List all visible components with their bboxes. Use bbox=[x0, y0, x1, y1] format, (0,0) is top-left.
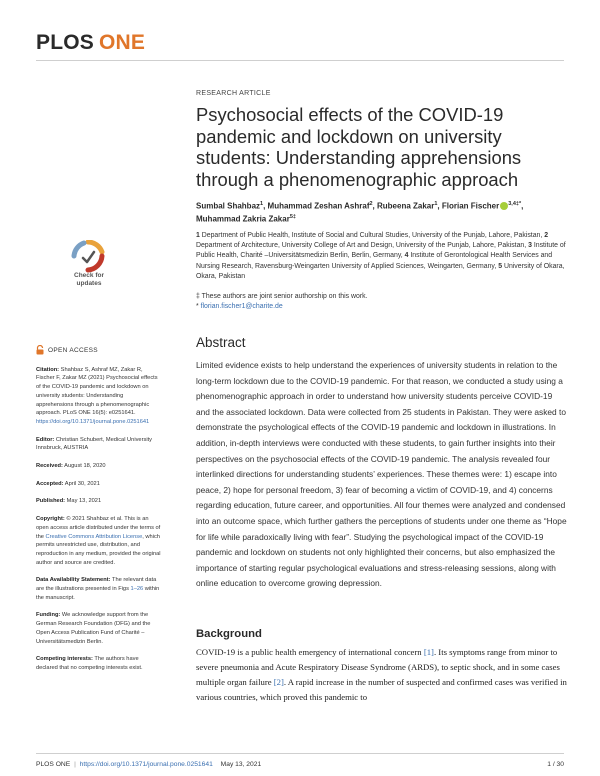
author-name: Muhammad Zeshan Ashraf bbox=[267, 201, 370, 211]
affil-number: 1 bbox=[196, 232, 200, 239]
affiliations bbox=[196, 231, 566, 282]
data-availability-text-cont: within the manuscript. bbox=[36, 586, 160, 601]
affil-text: Institute of Public Health, Charité –Universitätsmedizin Berlin, Berlin, Germany, bbox=[196, 242, 566, 260]
affil-number: 3 bbox=[528, 242, 532, 250]
background-text-part: COVID-19 is a public health emergency of international concern bbox=[196, 647, 424, 657]
editor-block bbox=[36, 436, 162, 453]
competing-interests-block bbox=[36, 655, 162, 672]
editor-label: Editor: bbox=[36, 436, 55, 443]
citation-text: Shahbaz S, Ashraf MZ, Zakar R, Fischer F, Zakar MZ (2021) Psychosocial effects of the COVID-19 pandemic and lockdown on university students: Understanding apprehensions through a phenomenographic approach. PLoS ONE 16(5): e0251641. bbox=[36, 366, 158, 417]
check-for-updates-label[interactable] bbox=[66, 272, 112, 288]
published-date: May 13, 2021 bbox=[66, 498, 102, 505]
competing-interests-label: Competing interests: bbox=[36, 656, 93, 663]
affil-number: 5 bbox=[498, 262, 503, 270]
citation-doi-link[interactable]: https://doi.org/10.1371/journal.pone.0251641 bbox=[36, 418, 150, 425]
reference-link[interactable]: [1] bbox=[423, 647, 434, 657]
abstract-heading: Abstract bbox=[196, 335, 246, 350]
funding-label: Funding: bbox=[36, 612, 61, 619]
author-affil-ref: 3,4‡* bbox=[508, 201, 522, 207]
data-availability-label: Data Availability Statement: bbox=[36, 577, 111, 584]
editor-text: Christian Schubert, Medical University Innsbruck, AUSTRIA bbox=[36, 436, 153, 452]
corresponding-mark: * bbox=[196, 303, 199, 311]
page-number: 1 / 30 bbox=[547, 761, 564, 768]
received-label: Received: bbox=[36, 463, 63, 470]
author-name: Muhammad Zakria Zakar bbox=[196, 214, 290, 224]
published-block bbox=[36, 497, 162, 506]
footer-date: May 13, 2021 bbox=[220, 761, 262, 768]
footer-doi-link[interactable]: https://doi.org/10.1371/journal.pone.0251641 bbox=[79, 761, 213, 768]
funding-block bbox=[36, 611, 162, 646]
check-for-updates-icon bbox=[58, 240, 118, 274]
reference-link[interactable]: [2] bbox=[273, 677, 284, 687]
joint-authorship-note: ‡ These authors are joint senior authorship on this work. bbox=[196, 293, 368, 300]
author-list: Sumbal Shahbaz$^1$, Muhammad Zeshan Ashraf$^2$, Rubeena Zakar$^1$, Florian Fischer $^{3,4\ddagger*}$, Muhammad Zakria Zakar$^{5\ddagger}$ bbox=[196, 201, 524, 224]
corresponding-author bbox=[196, 302, 566, 312]
accepted-date: April 30, 2021 bbox=[64, 480, 100, 487]
author-name: Florian Fischer bbox=[441, 201, 500, 211]
article-info-sidebar bbox=[36, 345, 162, 682]
author-name: Rubeena Zakar bbox=[377, 201, 435, 211]
citation-label: Citation: bbox=[36, 366, 60, 373]
header-divider bbox=[36, 60, 564, 61]
background-heading: Background bbox=[196, 628, 262, 640]
copyright-block bbox=[36, 515, 162, 567]
open-lock-icon bbox=[36, 345, 44, 358]
data-availability-text: The relevant data are the illustrations presented in Figs bbox=[36, 577, 157, 593]
copyright-text-cont: , which permits unrestricted use, distribution, and reproduction in any medium, provided the original author and source are credited. bbox=[36, 533, 161, 566]
journal-logo-one: ONE bbox=[98, 31, 146, 54]
article-title: Psychosocial effects of the COVID-19 pandemic and lockdown on university students: Understanding apprehensions through a phenomenographic approach bbox=[196, 104, 522, 190]
affil-text: Department of Architecture, University College of Art and Design, University of the Punjab, Lahore, Pakistan, bbox=[196, 242, 527, 250]
author-affil-ref: 1 bbox=[260, 201, 264, 207]
received-date: August 18, 2020 bbox=[64, 463, 106, 470]
funding-text: We acknowledge support from the German Research Foundation (DFG) and the Open Access Publication Fund of Charité – Universitätsmedizin Berlin. bbox=[36, 612, 151, 645]
affil-number: 4 bbox=[404, 252, 409, 260]
author-name: Sumbal Shahbaz bbox=[196, 201, 261, 211]
open-access-label bbox=[36, 345, 162, 358]
accepted-label: Accepted: bbox=[36, 480, 64, 487]
affil-number: 2 bbox=[544, 232, 549, 239]
check-for-updates-line2: updates bbox=[76, 280, 102, 287]
background-text-part: . Its symptoms range from minor to severe pneumonia and Acute Respiratory Disease Syndrome (ARDS), to septic shock, and in some cases multiple organ failure bbox=[196, 647, 560, 687]
background-text-part: . A rapid increase in the number of suspected and confirmed cases was verified in various countries, which proved this pandemic to bbox=[196, 677, 567, 702]
author-affil-ref: 1 bbox=[434, 201, 438, 207]
data-availability-block bbox=[36, 576, 162, 602]
received-block bbox=[36, 462, 162, 471]
author-notes bbox=[196, 292, 566, 312]
journal-logo-plos: PLOS bbox=[36, 31, 94, 54]
copyright-text: © 2021 Shahbaz et al. This is an open access article distributed under the terms of the bbox=[36, 516, 161, 540]
citation-block bbox=[36, 366, 162, 427]
copyright-label: Copyright: bbox=[36, 516, 65, 523]
footer-journal: PLOS ONE bbox=[36, 761, 71, 768]
abstract-text: Limited evidence exists to help understand the experiences of university students in relation to the long-term lockdown due to the COVID-19 pandemic. For that reason, we conducted a study using a phenomenographic approach in order to understand how university students perceive COVID-19 and the associated lockdown. Data were collected from 25 students in Pakistan. They were asked to demonstrate the psychological effects of the COVID-19 pandemic and lockdown in illustrations. In addition, in-depth interviews were conducted with these students, to gain further insights into their perspectives on the psychosocial effects of the COVID-19 pandemic. The analysis revealed four interlinked directions for understanding students’ experiences. These themes were: 1) escape into peace, 2) hope for personal freedom, 3) fear of becoming a victim of COVID-19, and 4) concerns regarding education, future career, and opportunities. All four themes were analyzed and condensed into an outcome space, which further gathers the perceptions of students under one theme as “Hope for life while paradoxically living with fear”. Studying the psychological impact of the COVID-19 pandemic and lockdown on students not only highlighted their concerns, but also emphasized the importance of starting regular psychological evaluations and stress-releasing sessions, along with online education to overcome growing depression. bbox=[196, 360, 567, 589]
corresponding-email-link[interactable]: florian.fischer1@charite.de bbox=[200, 303, 283, 311]
author-affil-ref: 2 bbox=[369, 201, 373, 207]
journal-logo[interactable] bbox=[36, 31, 145, 55]
affil-text: Department of Public Health, Institute of Social and Cultural Studies, University of the Punjab, Lahore, Pakistan, bbox=[201, 232, 543, 239]
affil-text: University of Okara, Okara, Pakistan bbox=[196, 262, 565, 280]
figures-link[interactable]: 1–26 bbox=[130, 586, 144, 593]
open-access-text: OPEN ACCESS bbox=[48, 347, 98, 354]
footer-separator: | bbox=[74, 761, 76, 768]
affil-text: Institute of Gerontological Health Services and Nursing Research, Ravensburg-Weingarten University of Applied Sciences, Weingarten, Germany, bbox=[196, 252, 553, 270]
page-footer bbox=[36, 761, 261, 768]
license-link[interactable]: Creative Commons Attribution License bbox=[45, 533, 143, 540]
article-type: RESEARCH ARTICLE bbox=[196, 90, 271, 97]
author-affil-ref: 5‡ bbox=[289, 213, 296, 220]
competing-interests-text: The authors have declared that no competing interests exist. bbox=[36, 656, 143, 671]
background-text bbox=[196, 645, 568, 705]
check-for-updates-line1: Check for bbox=[74, 272, 104, 279]
published-label: Published: bbox=[36, 498, 66, 505]
footer-divider bbox=[36, 753, 564, 754]
accepted-block bbox=[36, 480, 162, 489]
